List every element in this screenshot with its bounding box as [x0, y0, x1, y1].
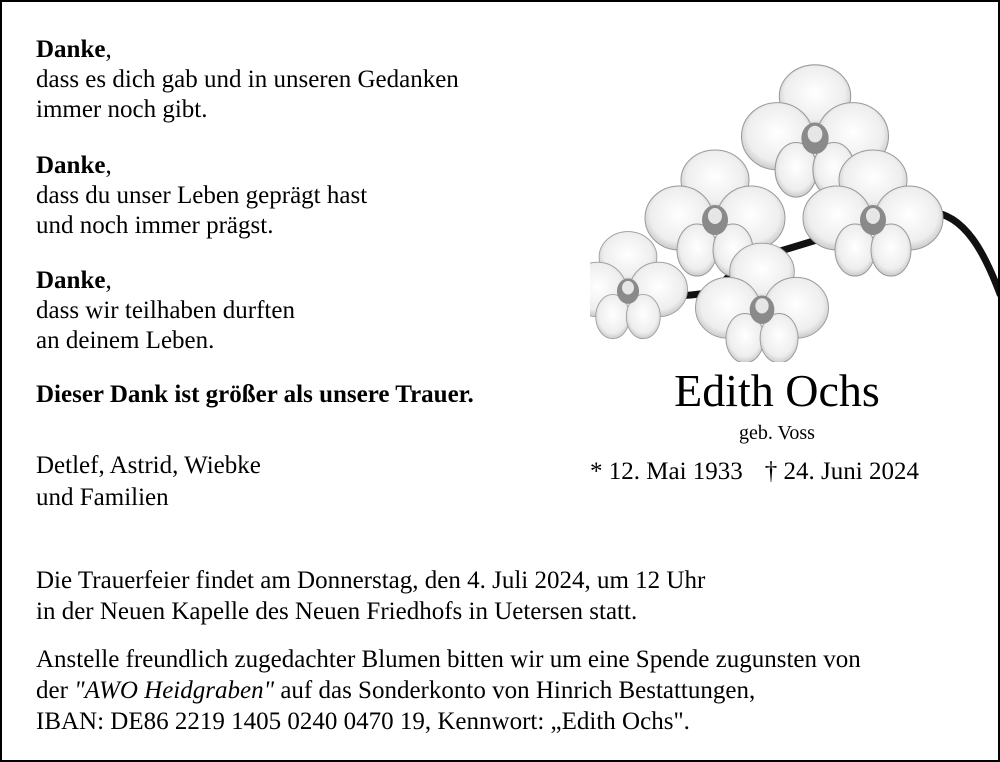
mourners-signature: Detlef, Astrid, Wiebke und Familien — [36, 452, 261, 511]
verse-line: immer noch gibt. — [36, 96, 208, 123]
life-dates — [590, 458, 941, 486]
donation-info: Anstelle freundlich zugedachter Blumen bitten wir um eine Spende zugunsten von der "AWO Heidgraben" auf das Sonderkonto von Hinrich Bestattungen, IBAN: DE86 2219 1405 0240 0470 19, Kennwort: „Edith Ochs". — [36, 646, 861, 735]
funeral-info: Die Trauerfeier findet am Donnerstag, den 4. Juli 2024, um 12 Uhr in der Neuen Kapelle des Neuen Friedhofs in Uetersen statt. — [36, 567, 706, 625]
verse-line: dass es dich gab und in unseren Gedanken — [36, 66, 459, 93]
death-date: † 24. Juni 2024 — [764, 458, 919, 485]
verse-line: an deinem Leben. — [36, 327, 215, 354]
verse-line: dass wir teilhaben durften — [36, 297, 295, 324]
charity-name: "AWO Heidgraben" — [74, 677, 275, 704]
verse-line: und noch immer prägst. — [36, 212, 274, 239]
verse-3: Danke, dass wir teilhaben durften an deinem Leben. — [36, 267, 295, 354]
verse-title: Danke — [36, 152, 106, 179]
verse-title: Danke — [36, 267, 106, 294]
verse-2: Danke, dass du unser Leben geprägt hast und noch immer prägst. — [36, 152, 368, 239]
deceased-name: Edith Ochs — [674, 365, 880, 416]
gratitude-statement: Dieser Dank ist größer als unsere Trauer. — [36, 381, 474, 408]
verse-title: Danke — [36, 36, 106, 63]
verse-line: dass du unser Leben geprägt hast — [36, 182, 368, 209]
birth-name: geb. Voss — [739, 422, 815, 444]
verse-1: Danke, dass es dich gab und in unseren Gedanken immer noch gibt. — [36, 36, 459, 123]
orchid-icon — [590, 64, 1000, 362]
birth-date: * 12. Mai 1933 — [590, 458, 743, 485]
iban-line: IBAN: DE86 2219 1405 0240 0470 19, Kennwort: „Edith Ochs". — [36, 708, 690, 735]
